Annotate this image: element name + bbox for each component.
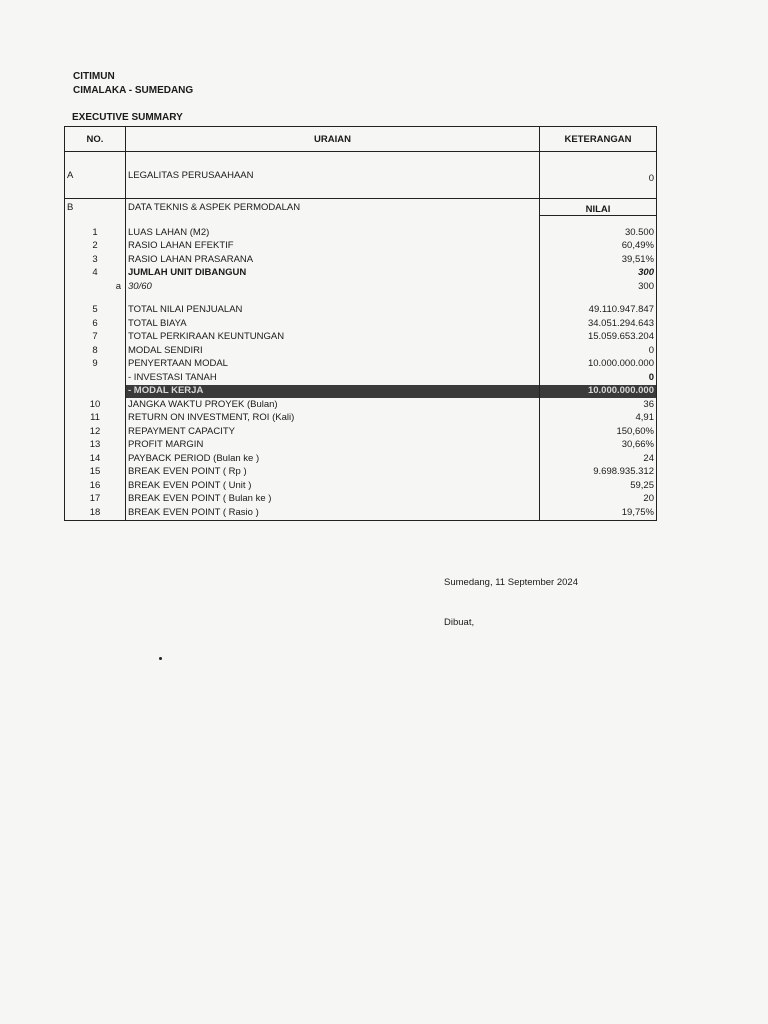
table-row: [65, 412, 657, 426]
row-no: 4: [65, 267, 126, 281]
row-no: 5: [65, 304, 126, 318]
row-value: 150,60%: [540, 425, 657, 439]
row-no: 10: [65, 398, 126, 412]
row-value: 4,91: [540, 412, 657, 426]
row-value: 60,49%: [540, 240, 657, 254]
row-no: [65, 385, 126, 399]
table-row: [65, 280, 657, 294]
row-value: 10.000.000.000: [540, 385, 657, 399]
row-label: RASIO LAHAN EFEKTIF: [126, 240, 540, 254]
row-label: JANGKA WAKTU PROYEK (Bulan): [126, 398, 540, 412]
header-uraian: URAIAN: [126, 127, 540, 152]
row-label: JUMLAH UNIT DIBANGUN: [126, 267, 540, 281]
table-header-row: [65, 127, 657, 152]
table-row: [65, 493, 657, 507]
row-no: 8: [65, 344, 126, 358]
section-a-value: 0: [540, 152, 657, 199]
table-row: [65, 466, 657, 480]
row-no: 13: [65, 439, 126, 453]
company-location: CIMALAKA - SUMEDANG: [73, 85, 194, 96]
row-value: 0: [540, 371, 657, 385]
row-value: 30.500: [540, 226, 657, 240]
row-label: TOTAL BIAYA: [126, 317, 540, 331]
row-no: 17: [65, 493, 126, 507]
row-label: - INVESTASI TANAH: [126, 371, 540, 385]
table-row-highlighted: [65, 385, 657, 399]
row-label: RETURN ON INVESTMENT, ROI (Kali): [126, 412, 540, 426]
table-row: [65, 253, 657, 267]
section-b-no: B: [65, 199, 126, 216]
row-value: 59,25: [540, 479, 657, 493]
row-label: 30/60: [126, 280, 540, 294]
row-label: - MODAL KERJA: [126, 385, 540, 399]
row-value: 24: [540, 452, 657, 466]
header-keterangan: KETERANGAN: [540, 127, 657, 152]
table-row: [65, 371, 657, 385]
row-no: 3: [65, 253, 126, 267]
row-value: 0: [540, 344, 657, 358]
table-row: [65, 317, 657, 331]
table-row: [65, 304, 657, 318]
row-value: 34.051.294.643: [540, 317, 657, 331]
header-no: NO.: [65, 127, 126, 152]
table-row: [65, 358, 657, 372]
made-by-label: Dibuat,: [444, 617, 475, 628]
table-row: [65, 479, 657, 493]
row-no: 15: [65, 466, 126, 480]
table-row: [65, 267, 657, 281]
row-value: 49.110.947.847: [540, 304, 657, 318]
document-header: [73, 70, 193, 98]
section-a-no: A: [65, 152, 126, 199]
scan-speck: [159, 657, 162, 660]
row-value: 39,51%: [540, 253, 657, 267]
section-b-row: [65, 199, 657, 216]
row-label: BREAK EVEN POINT ( Unit ): [126, 479, 540, 493]
row-value: 15.059.653.204: [540, 331, 657, 345]
section-b-label: DATA TEKNIS & ASPEK PERMODALAN: [126, 199, 540, 216]
table-row: [65, 331, 657, 345]
row-label: REPAYMENT CAPACITY: [126, 425, 540, 439]
row-value: 20: [540, 493, 657, 507]
row-value: 300: [540, 280, 657, 294]
row-label: MODAL SENDIRI: [126, 344, 540, 358]
table-row: [65, 439, 657, 453]
place-date: Sumedang, 11 September 2024: [444, 577, 578, 588]
row-no: 6: [65, 317, 126, 331]
row-label: TOTAL PERKIRAAN KEUNTUNGAN: [126, 331, 540, 345]
table-row: [65, 452, 657, 466]
row-no: 18: [65, 506, 126, 520]
table-row: [65, 240, 657, 254]
row-label: BREAK EVEN POINT ( Rasio ): [126, 506, 540, 520]
row-label: TOTAL NILAI PENJUALAN: [126, 304, 540, 318]
table-row: [65, 398, 657, 412]
row-no: 7: [65, 331, 126, 345]
company-name: CITIMUN: [73, 71, 115, 82]
row-value: 36: [540, 398, 657, 412]
row-no: 11: [65, 412, 126, 426]
row-label: BREAK EVEN POINT ( Rp ): [126, 466, 540, 480]
table-row: [65, 226, 657, 240]
row-no: a: [115, 280, 121, 292]
row-no: 1: [65, 226, 126, 240]
value-header: NILAI: [540, 199, 657, 216]
row-value: 300: [540, 267, 657, 281]
row-no: 12: [65, 425, 126, 439]
executive-summary-table: [64, 126, 657, 521]
row-value: 19,75%: [540, 506, 657, 520]
row-value: 10.000.000.000: [540, 358, 657, 372]
row-no: 14: [65, 452, 126, 466]
row-no: [65, 371, 126, 385]
row-value: 9.698.935.312: [540, 466, 657, 480]
row-value: 30,66%: [540, 439, 657, 453]
row-label: LUAS LAHAN (M2): [126, 226, 540, 240]
row-label: PENYERTAAN MODAL: [126, 358, 540, 372]
row-label: BREAK EVEN POINT ( Bulan ke ): [126, 493, 540, 507]
table-row: [65, 425, 657, 439]
table-row: [65, 506, 657, 520]
section-a-label: LEGALITAS PERUSAAHAAN: [126, 152, 540, 199]
row-no: 2: [65, 240, 126, 254]
row-no: 16: [65, 479, 126, 493]
row-label: RASIO LAHAN PRASARANA: [126, 253, 540, 267]
table-row: [65, 344, 657, 358]
row-label: PAYBACK PERIOD (Bulan ke ): [126, 452, 540, 466]
row-label: PROFIT MARGIN: [126, 439, 540, 453]
row-no: 9: [65, 358, 126, 372]
summary-title: EXECUTIVE SUMMARY: [72, 112, 183, 123]
section-a-row: [65, 152, 657, 199]
